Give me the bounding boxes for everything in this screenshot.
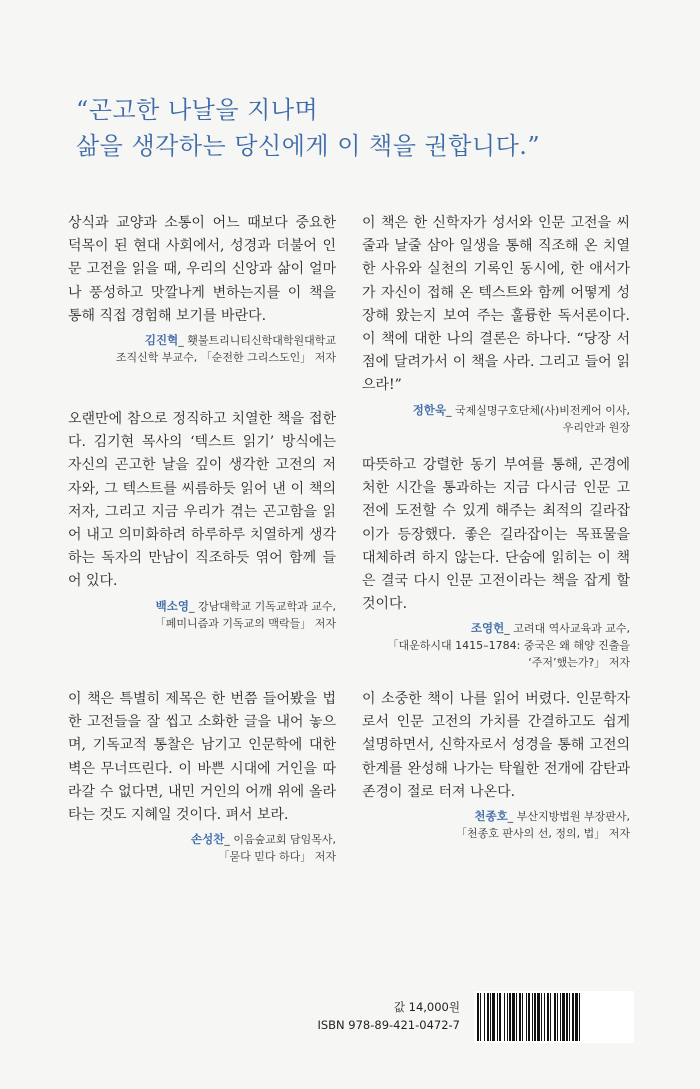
author-role: _ 고려대 역사교육과 교수, bbox=[504, 622, 630, 636]
blurb-text: 이 책은 특별히 제목은 한 번쯤 들어봤을 법한 고전들을 잘 씹고 소화한 글을 내어 놓으며, 기독교적 통찰은 남기고 인문학에 대한 벽은 무너뜨린다. 이 바쁜 시대에 거인을 따라갈 수 없다면, 내민 거인의 어깨 위에 올라타는 것도 지혜일 것이다. 펴서 보라. bbox=[68, 691, 336, 824]
isbn: ISBN 978-89-421-0472-7 bbox=[317, 1018, 460, 1032]
barcode-icon bbox=[474, 991, 634, 1043]
blurb-attribution bbox=[68, 332, 336, 366]
author-name: 정한욱 bbox=[412, 402, 447, 417]
author-role-2: 우리안과 원장 bbox=[562, 420, 630, 434]
blurb-cho bbox=[362, 454, 630, 671]
blurb-text: 상식과 교양과 소통이 어느 때보다 중요한 덕목이 된 현대 사회에서, 성경과 더불어 인문 고전을 읽을 때, 우리의 신앙과 삶이 얼마나 풍성하고 맛깔나게 변하는지를 이 책을 통해 직접 경험해 보기를 바란다. bbox=[68, 215, 336, 324]
blurb-text: 따뜻하고 강렬한 동기 부여를 통해, 곤경에 처한 시간을 통과하는 지금 다시금 인문 고전에 도전할 수 있게 해주는 최적의 길라잡이가 등장했다. 좋은 길라잡이는 목표물을 대체하려 하지 않는다. 단숨에 읽히는 이 책은 결국 다시 인문 고전이라는 책을 잡게 할 것이다. bbox=[362, 457, 630, 613]
author-role-2: 「페미니즘과 기독교의 맥락들」 저자 bbox=[154, 616, 336, 630]
price: 값 14,000원 bbox=[393, 1000, 460, 1014]
author-role-3: ‘주저’했는가?」 저자 bbox=[528, 656, 630, 670]
blurb-attribution bbox=[362, 620, 630, 671]
blurb-baek bbox=[68, 408, 336, 632]
blurb-chun bbox=[362, 688, 630, 842]
headline bbox=[76, 92, 656, 164]
author-role-2: 「묻다 믿다 하다」 저자 bbox=[218, 850, 336, 864]
author-role: _ 부산지방법원 부장판사, bbox=[507, 810, 630, 824]
author-role: _ 횃불트리니티신학대학원대학교 bbox=[178, 334, 336, 348]
headline-line-1: “곤고한 나날을 지나며 bbox=[76, 96, 319, 124]
blurb-attribution bbox=[362, 808, 630, 842]
author-name: 손성찬 bbox=[191, 832, 225, 847]
blurb-kim bbox=[68, 212, 336, 366]
author-name: 김진혁 bbox=[144, 333, 179, 348]
author-name: 백소영 bbox=[155, 598, 189, 613]
blurb-jung bbox=[362, 212, 630, 436]
author-role: _ 이음숲교회 담임목사, bbox=[224, 833, 336, 847]
blurb-text: 오랜만에 참으로 정직하고 치열한 책을 접한다. 김기현 목사의 ‘텍스트 읽기’ 방식에는 자신의 곤고한 날을 깊이 생각한 고전의 저자와, 그 텍스트를 씨름하듯 읽어 낸 이 책의 저자, 그리고 지금 우리가 겪는 곤고함을 읽어 내고 의미화하려 하루하루 치열하게 생각하는 독자의 만남이 직조하듯 엮어 함께 들어 있다. bbox=[68, 411, 336, 590]
author-role-2: 「대운하시대 1415–1784: 중국은 왜 해양 진출을 bbox=[387, 639, 630, 653]
headline-line-2: 삶을 생각하는 당신에게 이 책을 권합니다.” bbox=[76, 132, 541, 160]
blurb-attribution bbox=[362, 402, 630, 436]
author-name: 조영헌 bbox=[470, 621, 505, 636]
blurb-text: 이 책은 한 신학자가 성서와 인문 고전을 씨줄과 날줄 삼아 일생을 통해 직조해 온 치열한 사유와 실천의 기록인 동시에, 한 애서가가 자신이 접해 온 텍스트와 함께 어떻게 성장해 왔는지 보여 주는 훌륭한 독서론이다. 이 책에 대한 나의 결론은 하나다. “당장 서점에 달려가서 이 책을 사라. 그리고 들어 읽으라!” bbox=[362, 215, 630, 394]
author-role: _ 강남대학교 기독교학과 교수, bbox=[189, 599, 336, 613]
blurb-attribution bbox=[68, 598, 336, 632]
price-block bbox=[310, 998, 460, 1034]
author-role-2: 「천종호 판사의 선, 정의, 법」 저자 bbox=[456, 827, 630, 841]
blurb-son bbox=[68, 688, 336, 865]
author-role: _ 국제실명구호단체(사)비전케어 이사, bbox=[446, 403, 630, 417]
blurb-attribution bbox=[68, 831, 336, 865]
author-role-2: 조직신학 부교수, 「순전한 그리스도인」 저자 bbox=[115, 351, 336, 365]
author-name: 천종호 bbox=[474, 809, 508, 824]
blurb-text: 이 소중한 책이 나를 읽어 버렸다. 인문학자로서 인문 고전의 가치를 간결하고도 쉽게 설명하면서, 신학자로서 성경을 통해 고전의 한계를 완성해 나가는 탁월한 전개에 감탄과 존경이 절로 터져 나온다. bbox=[362, 691, 630, 800]
